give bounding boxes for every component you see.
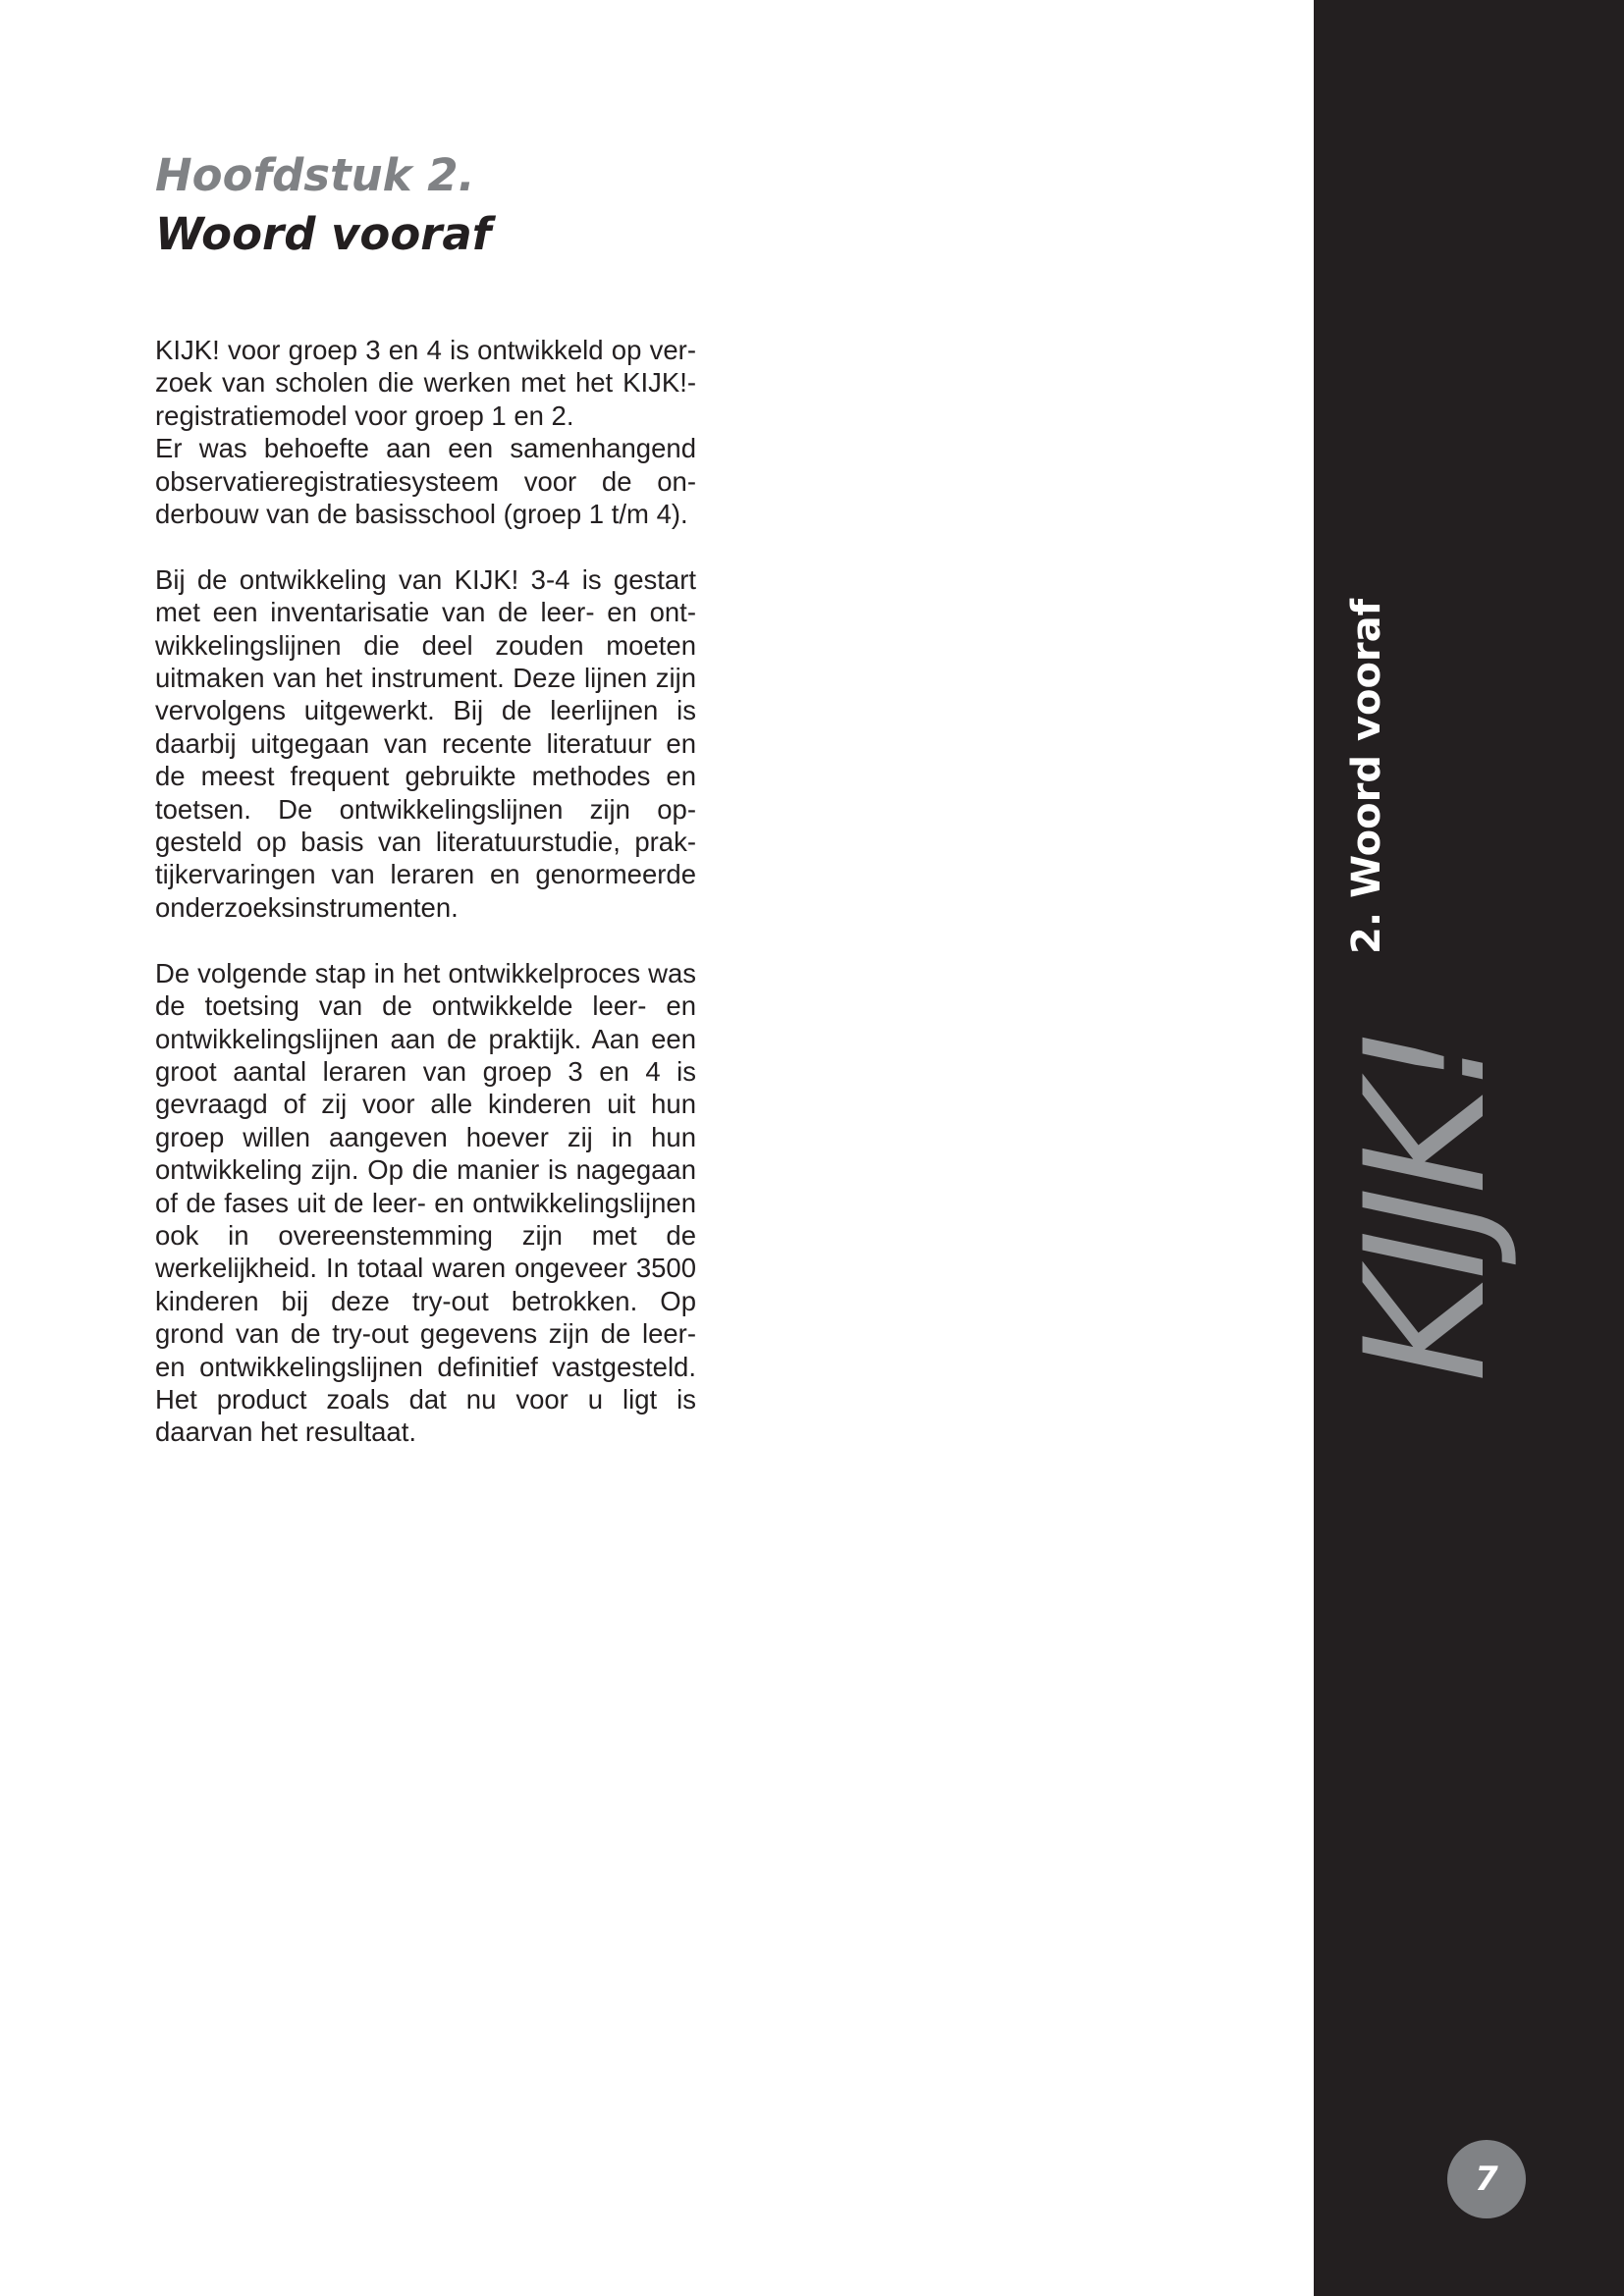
page-number-badge	[1447, 2140, 1526, 2218]
page-number: 7	[1475, 2160, 1498, 2199]
body-paragraph-2: Er was behoefte aan een samenhangend observatieregistratiesysteem voor de onderbouw van de basisschool (groep 1 t/m 4).	[155, 433, 696, 530]
chapter-number-label: Hoofdstuk 2.	[155, 149, 475, 201]
chapter-title: Woord vooraf	[155, 208, 492, 260]
body-paragraph-4: De volgende stap in het ontwikkelproces was de toetsing van de ontwikkelde leer- en ontwikkelingslijnen aan de praktijk. Aan een groot aantal leraren van groep 3 en 4 is gevraagd of zij voor alle kinderen uit hun groep willen aangeven hoever zij in hun ontwikkeling zijn. Op die manier is nagegaan of de fases uit de leer- en ontwikkelingslijnen ook in overeenstemming zijn met de werkelijkheid. In totaal waren ongeveer 3500 kinderen bij deze try-out betrokken. Op grond van de try-out gegevens zijn de leer- en ontwikkelingslijnen definitief vastgesteld. Het product zoals dat nu voor u ligt is daarvan het resultaat.	[155, 957, 696, 1448]
body-text	[155, 334, 696, 1481]
sidebar-section-title: 2. Woord vooraf	[1344, 598, 1389, 954]
kijk-logo-text: KIJK!	[1329, 1011, 1522, 1403]
body-paragraph-1: KIJK! voor groep 3 en 4 is ontwikkeld op verzoek van scholen die werken met het KIJK!-registratiemodel voor groep 1 en 2.	[155, 335, 696, 431]
body-paragraph-3: Bij de ontwikkeling van KIJK! 3-4 is gestart met een inventarisatie van de leer- en ontwikkelingslijnen die deel zouden moeten uitmaken van het instrument. Deze lijnen zijn vervolgens uitgewerkt. Bij de leerlijnen is daarbij uitgegaan van recente literatuur en de meest frequent gebruikte methodes en toetsen. De ontwikkelingslijnen zijn opgesteld op basis van literatuurstudie, praktijkervaringen van leraren en genormeerde onderzoeksinstrumenten.	[155, 563, 696, 923]
